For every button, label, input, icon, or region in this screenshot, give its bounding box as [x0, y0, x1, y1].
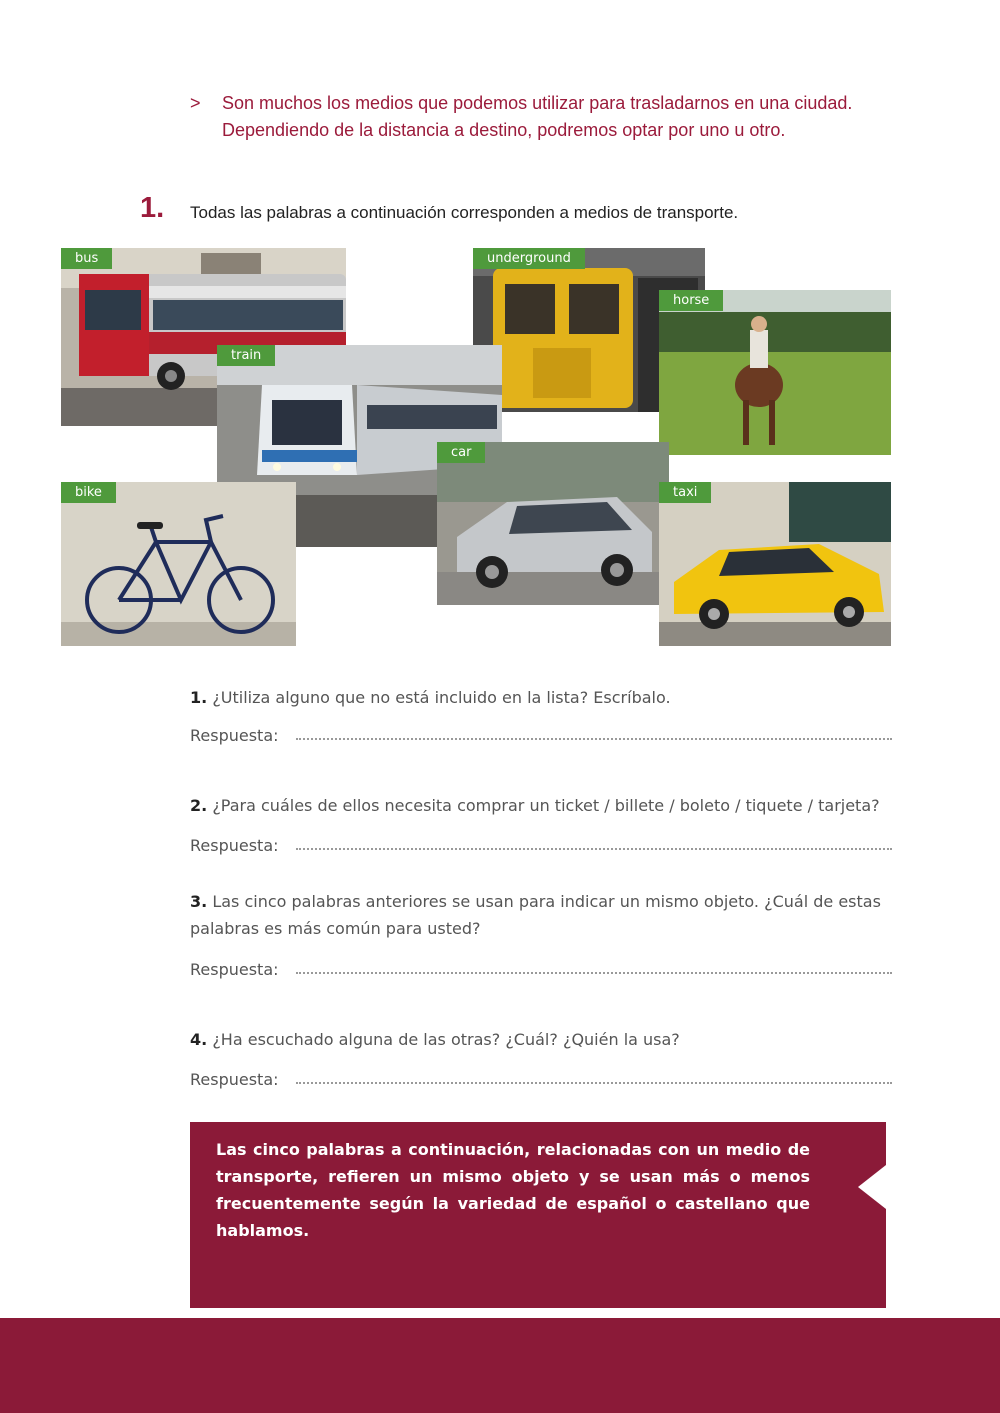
- question-2: [190, 792, 895, 819]
- answer-line-2[interactable]: [190, 836, 892, 855]
- intro-line-1: Son muchos los medios que podemos utilizar para trasladarnos en una ciudad.: [222, 93, 853, 113]
- question-3-number: 3.: [190, 892, 208, 911]
- question-3: [190, 888, 895, 942]
- horse-image: [659, 290, 891, 455]
- footer-band: [0, 1318, 1000, 1413]
- question-2-text: ¿Para cuáles de ellos necesita comprar un ticket / billete / boleto / tiquete / tarjeta?: [212, 796, 880, 815]
- intro-paragraph: [190, 90, 930, 144]
- taxi-photo: [659, 482, 891, 646]
- question-4-number: 4.: [190, 1030, 208, 1049]
- answer-dots-1: [296, 738, 892, 740]
- note-text: Las cinco palabras a continuación, relacionadas con un medio de transporte, refieren un mismo objeto y se usan más o menos frecuentemente según la variedad de español o castellano que hablamos.: [216, 1140, 810, 1240]
- car-label: car: [437, 442, 485, 463]
- bike-photo: [61, 482, 296, 646]
- answer-line-3[interactable]: [190, 960, 892, 979]
- answer-label-3: Respuesta:: [190, 960, 279, 979]
- intro-line-2: Dependiendo de la distancia a destino, podremos optar por uno u otro.: [222, 120, 786, 140]
- answer-dots-4: [296, 1082, 892, 1084]
- question-1-text: ¿Utiliza alguno que no está incluido en la lista? Escríbalo.: [212, 688, 671, 707]
- bike-image: [61, 482, 296, 646]
- exercise-instruction: Todas las palabras a continuación corresponden a medios de transporte.: [190, 203, 739, 222]
- question-4-text: ¿Ha escuchado alguna de las otras? ¿Cuál? ¿Quién la usa?: [212, 1030, 680, 1049]
- question-2-number: 2.: [190, 796, 208, 815]
- answer-label-2: Respuesta:: [190, 836, 279, 855]
- info-note-box: [190, 1122, 886, 1308]
- bike-label: bike: [61, 482, 116, 503]
- answer-label-4: Respuesta:: [190, 1070, 279, 1089]
- exercise-number: 1.: [140, 192, 165, 224]
- question-1-number: 1.: [190, 688, 208, 707]
- answer-label-1: Respuesta:: [190, 726, 279, 745]
- underground-label: underground: [473, 248, 585, 269]
- arrow-marker: >: [190, 93, 201, 113]
- note-notch: [858, 1165, 886, 1209]
- horse-photo: [659, 290, 891, 455]
- taxi-image: [659, 482, 891, 646]
- taxi-label: taxi: [659, 482, 711, 503]
- answer-dots-3: [296, 972, 892, 974]
- answer-dots-2: [296, 848, 892, 850]
- question-3-text: Las cinco palabras anteriores se usan para indicar un mismo objeto. ¿Cuál de estas palabras es más común para usted?: [190, 892, 881, 938]
- horse-label: horse: [659, 290, 723, 311]
- train-label: train: [217, 345, 275, 366]
- answer-line-1[interactable]: [190, 726, 892, 745]
- car-photo: [437, 442, 669, 605]
- answer-line-4[interactable]: [190, 1070, 892, 1089]
- question-1: [190, 684, 895, 711]
- bus-label: bus: [61, 248, 112, 269]
- car-image: [437, 442, 669, 605]
- question-4: [190, 1026, 895, 1053]
